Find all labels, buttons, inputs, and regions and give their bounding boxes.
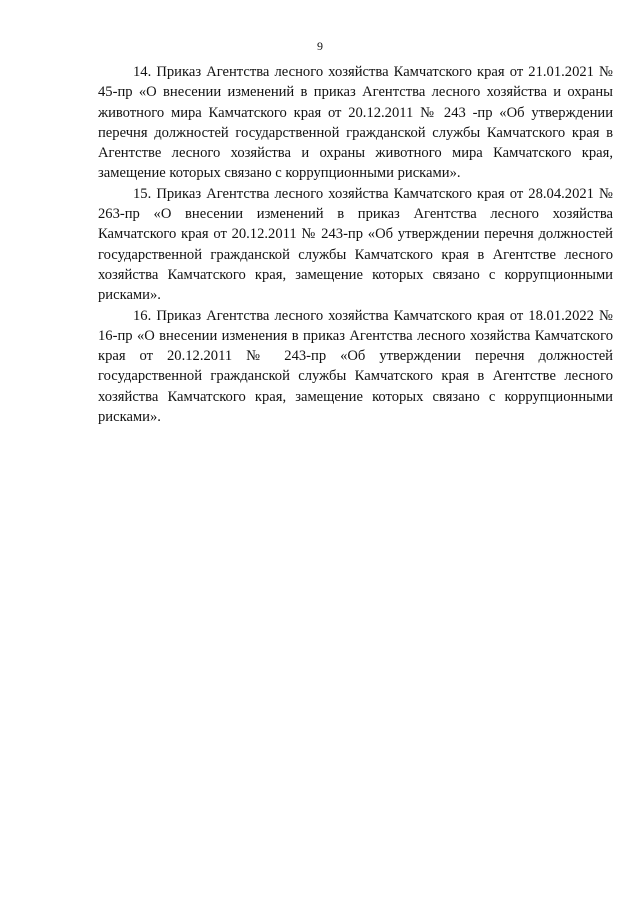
page-number: 9 bbox=[317, 39, 323, 53]
document-body bbox=[98, 62, 613, 427]
paragraph-item-15: 15. Приказ Агентства лесного хозяйства Камчатского края от 28.04.2021 № 263-пр «О внесении изменений в приказ Агентства лесного хозяйства Камчатского края от 20.12.2011 № 243-пр «Об утверждении перечня должностей государственной гражданской службы Камчатского края в Агентстве лесного хозяйства Камчатского края, замещение которых связано с коррупционными рисками». bbox=[98, 185, 613, 304]
paragraph-item-16: 16. Приказ Агентства лесного хозяйства Камчатского края от 18.01.2022 № 16-пр «О внесении изменения в приказ Агентства лесного хозяйства Камчатского края от 20.12.2011 № 243-пр «Об утверждении перечня должностей государственной гражданской службы Камчатского края в Агентстве лесного хозяйства Камчатского края, замещение которых связано с коррупционными рисками». bbox=[98, 307, 613, 426]
paragraph-item-14: 14. Приказ Агентства лесного хозяйства Камчатского края от 21.01.2021 № 45-пр «О внесении изменений в приказ Агентства лесного хозяйства и охраны животного мира Камчатского края от 20.12.2011 № 243 -пр «Об утверждении перечня должностей государственной гражданской службы Камчатского края в Агентстве лесного хозяйства и охраны животного мира Камчатского края, замещение которых связано с коррупционными рисками». bbox=[98, 64, 613, 182]
